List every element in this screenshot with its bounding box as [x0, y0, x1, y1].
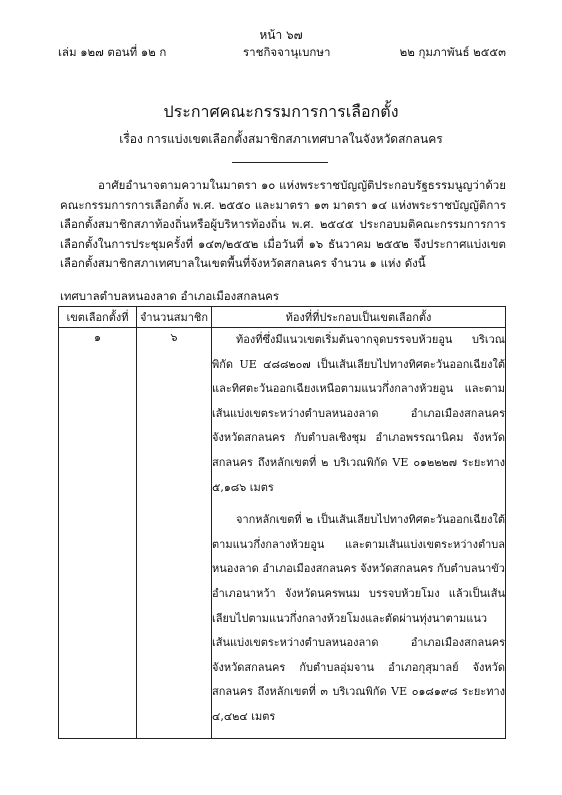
table-header-row	[59, 307, 506, 328]
page-number: หน้า ๖๗	[259, 28, 303, 42]
electoral-zones-table	[58, 306, 506, 739]
header-zone-area: ท้องที่ที่ประกอบเป็นเขตเลือกตั้ง	[212, 307, 506, 328]
table-row	[59, 328, 506, 739]
municipality-label: เทศบาลตำบลหนองลาด อำเภอเมืองสกลนคร	[60, 289, 280, 303]
publication-date: ๒๒ กุมภาพันธ์ ๒๕๕๓	[399, 45, 506, 59]
volume-issue: เล่ม ๑๒๗ ตอนที่ ๑๒ ก	[58, 45, 167, 59]
body-paragraph: อาศัยอำนาจตามความในมาตรา ๑๐ แห่งพระราชบัญญัติประกอบรัฐธรรมนูญว่าด้วยคณะกรรมการการเลือกตั้ง พ.ศ. ๒๕๕๐ และมาตรา ๑๓ มาตรา ๑๔ แห่งพระราชบัญญัติการเลือกตั้งสมาชิกสภาท้องถิ่นหรือผู้บริหารท้องถิ่น พ.ศ. ๒๕๔๕ ประกอบมติคณะกรรมการการเลือกตั้งในการประชุมครั้งที่ ๑๔๓/๒๕๕๒ เมื่อวันที่ ๑๖ ธันวาคม ๒๕๕๒ จึงประกาศแบ่งเขตเลือกตั้งสมาชิกสภาเทศบาลในเขตพื้นที่จังหวัดสกลนคร จำนวน ๑ แห่ง ดังนี้	[60, 178, 506, 270]
zone-number-cell: ๑	[59, 328, 137, 739]
gazette-header	[58, 44, 506, 62]
boundary-paragraph-1: ท้องที่ซึ่งมีแนวเขตเริ่มต้นจากจุดบรรจบห้วยอูน บริเวณพิกัด UE ๔๘๘๒๐๗ เป็นเส้นเลียบไปทางทิศตะวันออกเฉียงใต้และทิศตะวันออกเฉียงเหนือตามแนวกึ่งกลางห้วยอูน และตามเส้นแบ่งเขตระหว่างตำบลหนองลาด อำเภอเมืองสกลนคร จังหวัดสกลนคร กับตำบลเชิงชุม อำเภอพรรณานิคม จังหวัดสกลนคร ถึงหลักเขตที่ ๒ บริเวณพิกัด VE ๐๑๒๒๒๗ ระยะทาง ๕,๑๘๖ เมตร	[212, 333, 505, 494]
member-count-cell: ๖	[137, 328, 212, 739]
zone-description-cell	[212, 328, 506, 739]
gazette-name: ราชกิจจานุเบกษา	[243, 45, 331, 59]
boundary-paragraph-2: จากหลักเขตที่ ๒ เป็นเส้นเลียบไปทางทิศตะวันออกเฉียงใต้ ตามแนวกึ่งกลางห้วยอูน และตามเส้นแบ่งเขตระหว่างตำบลหนองลาด อำเภอเมืองสกลนคร จังหวัดสกลนคร กับตำบลนาขัว อำเภอนาหว้า จังหวัดนครพนม บรรจบห้วยโมง แล้วเป็นเส้นเลียบไปตามแนวกึ่งกลางห้วยโมงและตัดผ่านทุ่งนาตามแนวเส้นแบ่งเขตระหว่างตำบลหนองลาด อำเภอเมืองสกลนคร จังหวัดสกลนคร กับตำบลอุ่มจาน อำเภอกุสุมาลย์ จังหวัดสกลนคร ถึงหลักเขตที่ ๓ บริเวณพิกัด VE ๐๑๘๑๙๘ ระยะทาง ๔,๔๒๔ เมตร	[212, 513, 505, 723]
header-zone-number: เขตเลือกตั้งที่	[59, 307, 137, 328]
document-title: ประกาศคณะกรรมการการเลือกตั้ง	[163, 102, 399, 121]
header-member-count: จำนวนสมาชิก	[137, 307, 212, 328]
document-subject: เรื่อง การแบ่งเขตเลือกตั้งสมาชิกสภาเทศบาลในจังหวัดสกลนคร	[119, 132, 443, 146]
title-divider	[232, 162, 328, 163]
